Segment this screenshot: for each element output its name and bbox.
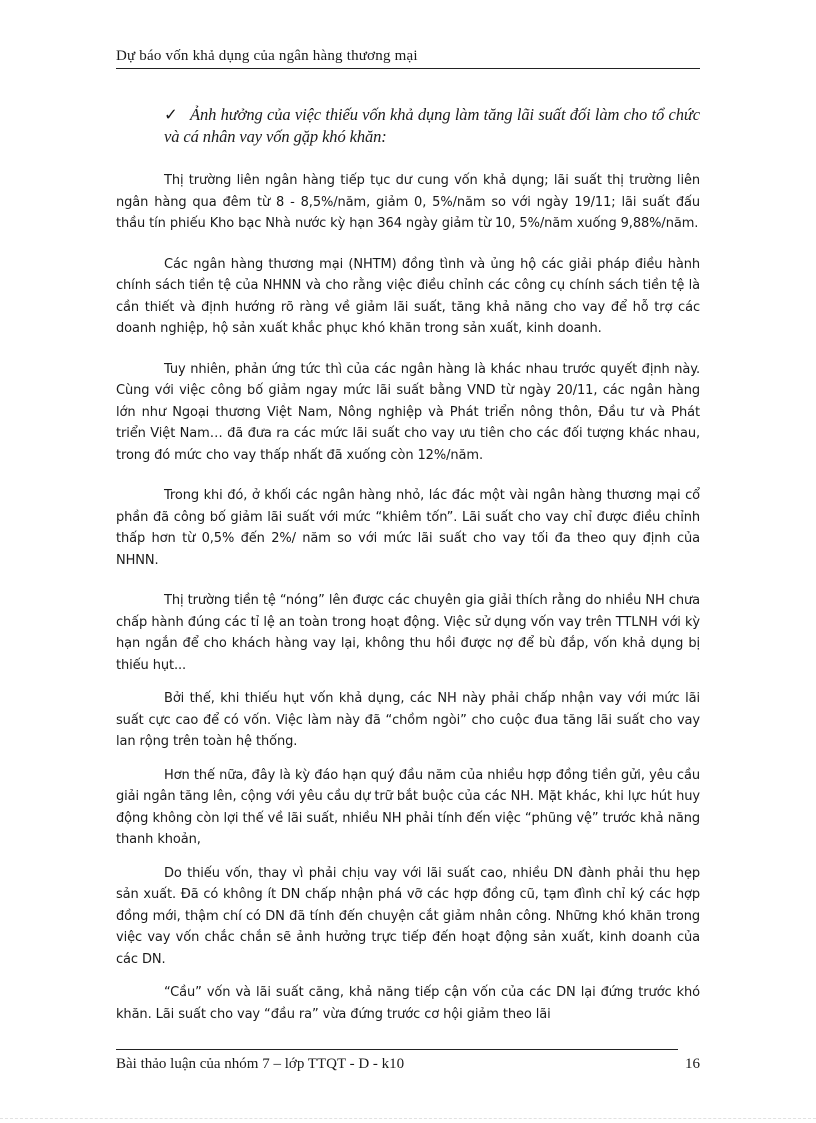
paragraph: Các ngân hàng thương mại (NHTM) đồng tình và ủng hộ các giải pháp điều hành chính sách tiền tệ của NHNN và cho rằng việc điều chỉnh các công cụ chính sách tiền tệ là cần thiết và định hướng rõ ràng về giảm lãi suất, tăng khả năng cho vay để hỗ trợ các doanh nghiệp, hộ sản xuất khắc phục khó khăn trong sản xuất, kinh doanh. [116, 256, 700, 336]
page-number: 16 [685, 1056, 700, 1072]
page-footer [116, 1056, 700, 1073]
page-edge-divider [0, 1118, 816, 1119]
section-heading-text: Ảnh hưởng của việc thiếu vốn khả dụng làm tăng lãi suất đối làm cho tổ chức và cá nhân vay vốn gặp khó khăn: [164, 105, 700, 146]
paragraph: “Cầu” vốn và lãi suất căng, khả năng tiếp cận vốn của các DN lại đứng trước khó khăn. Lãi suất cho vay “đầu ra” vừa đứng trước cơ hội giảm theo lãi [116, 985, 700, 1022]
paragraph: Thị trường tiền tệ “nóng” lên được các chuyên gia giải thích rằng do nhiều NH chưa chấp hành đúng các tỉ lệ an toàn trong hoạt động. Việc sử dụng vốn vay trên TTLNH với kỳ hạn ngắn để cho khách hàng vay lại, không thu hồi được nợ để bù đắp, vốn khả dụng bị thiếu hụt... [116, 593, 700, 673]
document-body [116, 104, 700, 1037]
paragraph: Tuy nhiên, phản ứng tức thì của các ngân hàng là khác nhau trước quyết định này. Cùng với việc công bố giảm ngay mức lãi suất bằng VND từ ngày 20/11, các ngân hàng lớn như Ngoại thương Việt Nam, Nông nghiệp và Phát triển nông thôn, Đầu tư và Phát triển Việt Nam… đã đưa ra các mức lãi suất cho vay ưu tiên cho các đối tượng khác nhau, trong đó mức cho vay thấp nhất đã xuống còn 12%/năm. [116, 361, 700, 463]
footer-divider [116, 1049, 678, 1050]
paragraph: Bởi thế, khi thiếu hụt vốn khả dụng, các NH này phải chấp nhận vay với mức lãi suất cực cao để có vốn. Việc làm này đã “chồm ngòi” cho cuộc đua tăng lãi suất cho vay lan rộng trên toàn hệ thống. [116, 691, 700, 749]
paragraph: Thị trường liên ngân hàng tiếp tục dư cung vốn khả dụng; lãi suất thị trường liên ngân hàng qua đêm từ 8 - 8,5%/năm, giảm 0, 5%/năm so với ngày 19/11; lãi suất đấu thầu tín phiếu Kho bạc Nhà nước kỳ hạn 364 ngày giảm từ 10, 5%/năm xuống 9,88%/năm. [116, 173, 700, 231]
paragraph: Trong khi đó, ở khối các ngân hàng nhỏ, lác đác một vài ngân hàng thương mại cổ phần đã công bố giảm lãi suất với mức “khiêm tốn”. Lãi suất cho vay chỉ được điều chỉnh thấp hơn từ 0,5% đến 2%/ năm so với mức lãi suất cho vay tối đa theo quy định của NHNN. [116, 488, 700, 568]
footer-text: Bài thảo luận của nhóm 7 – lớp TTQT - D - k10 [116, 1056, 405, 1072]
paragraph: Do thiếu vốn, thay vì phải chịu vay với lãi suất cao, nhiều DN đành phải thu hẹp sản xuất. Đã có không ít DN chấp nhận phá vỡ các hợp đồng cũ, tạm đình chỉ ký các hợp đồng mới, thậm chí có DN đã tính đến chuyện cắt giảm nhân công. Những khó khăn trong việc vay vốn chắc chắn sẽ ảnh hưởng trực tiếp đến hoạt động sản xuất, kinh doanh của các DN. [116, 865, 700, 967]
paragraph: Hơn thế nữa, đây là kỳ đáo hạn quý đầu năm của nhiều hợp đồng tiền gửi, yêu cầu giải ngân tăng lên, cộng với yêu cầu dự trữ bắt buộc của các NH. Mặt khác, khi lực hút huy động không còn lợi thế về lãi suất, nhiều NH phải tính đến việc “phũng vệ” trước khả năng thanh khoản, [116, 767, 700, 847]
page-header: Dự báo vốn khả dụng của ngân hàng thương mại [116, 48, 700, 69]
check-icon: ✓ [164, 105, 178, 124]
section-heading [116, 104, 700, 148]
